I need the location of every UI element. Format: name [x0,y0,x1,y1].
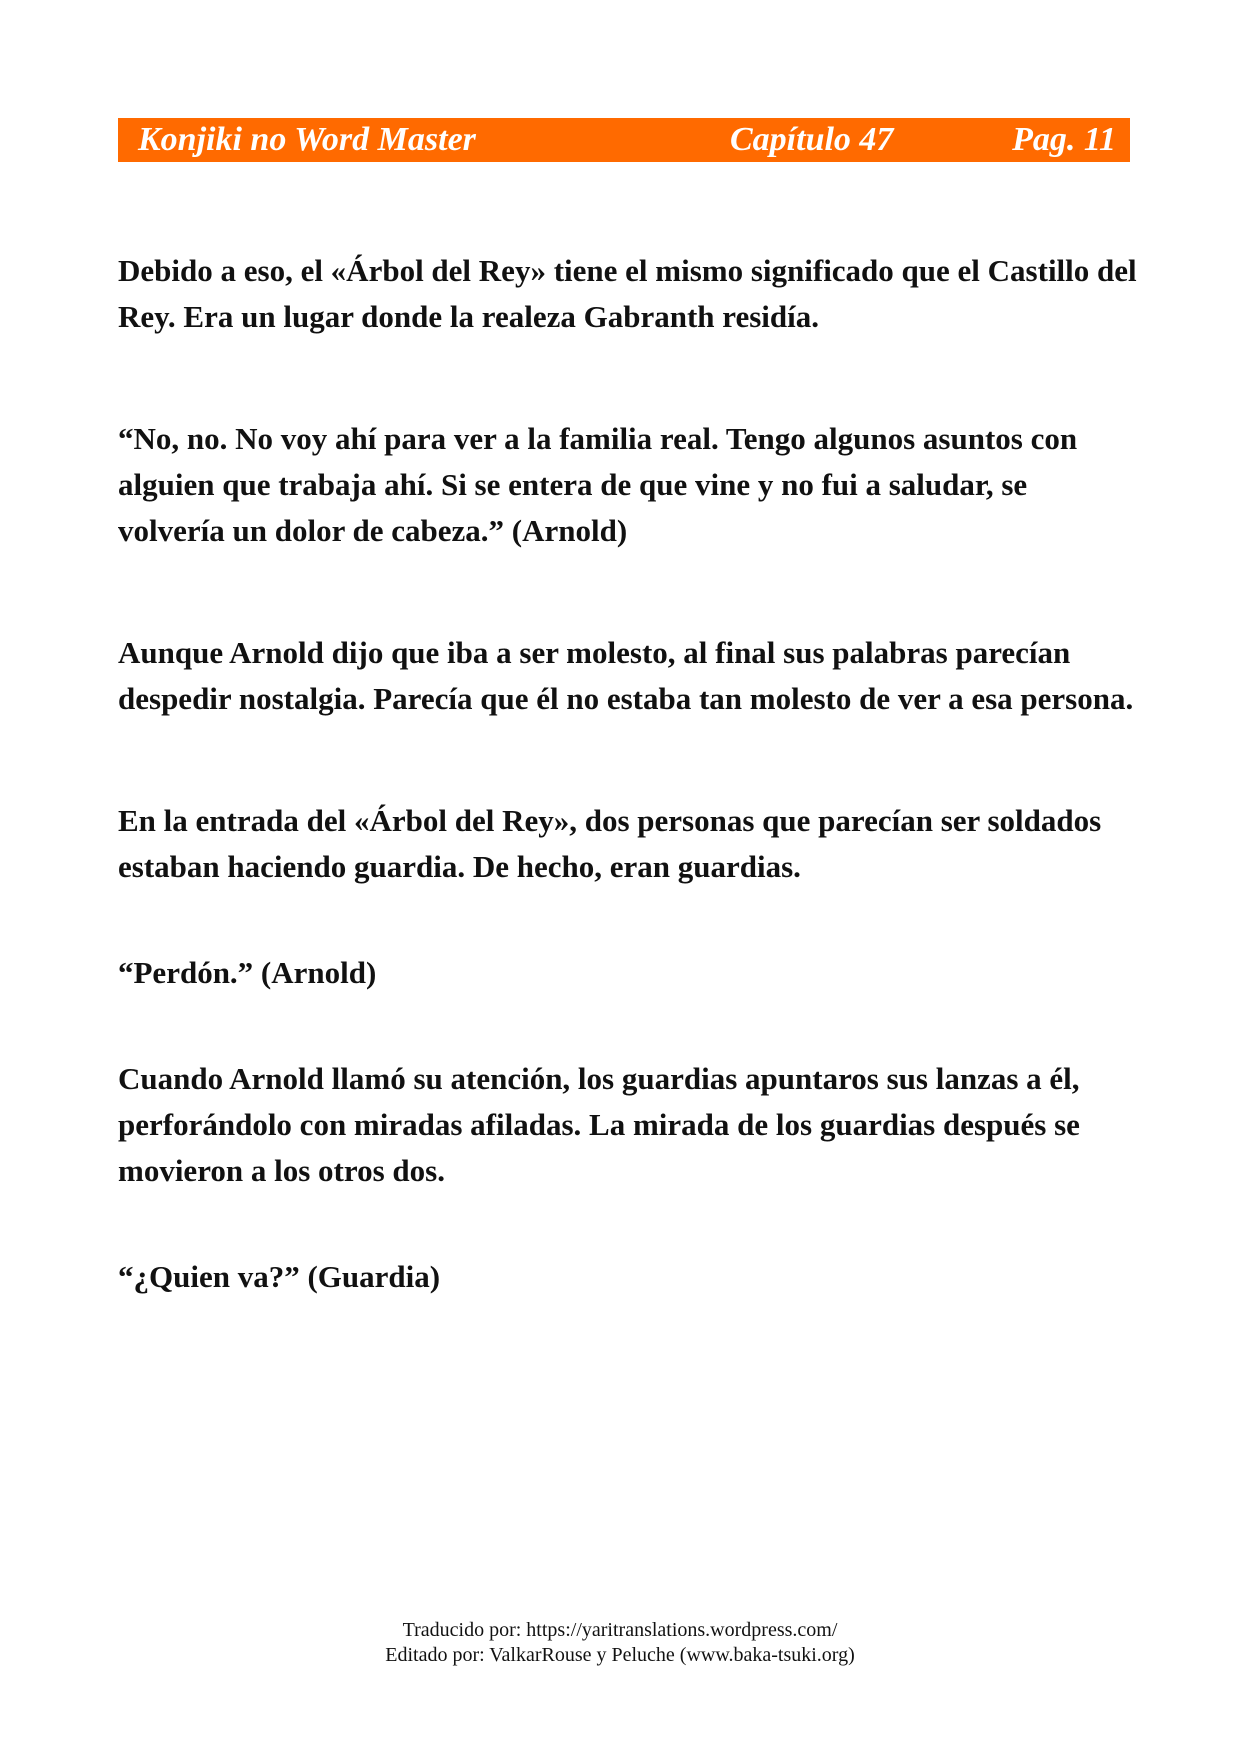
paragraph: Cuando Arnold llamó su atención, los guardias apuntaros sus lanzas a él, perforándolo con miradas afiladas. La mirada de los guardias después se movieron a los otros dos. [118,1061,1080,1188]
header-title: Konjiki no Word Master [138,121,476,158]
page-footer [0,1618,1240,1668]
header-chapter: Capítulo 47 [730,121,894,158]
document-body [118,248,1138,1300]
page-header [118,118,1130,162]
header-page-number: Pag. 11 [1012,121,1116,158]
paragraph: Aunque Arnold dijo que iba a ser molesto, al final sus palabras parecían despedir nostalgia. Parecía que él no estaba tan molesto de ver a esa persona. [118,635,1134,716]
paragraph: “Perdón.” (Arnold) [118,955,377,990]
paragraph: “No, no. No voy ahí para ver a la familia real. Tengo algunos asuntos con alguien que trabaja ahí. Si se entera de que vine y no fui a saludar, se volvería un dolor de cabeza.” (Arnold) [118,421,1078,548]
paragraph: En la entrada del «Árbol del Rey», dos personas que parecían ser soldados estaban haciendo guardia. De hecho, eran guardias. [118,803,1102,884]
paragraph: “¿Quien va?” (Guardia) [118,1259,441,1294]
paragraph: Debido a eso, el «Árbol del Rey» tiene el mismo significado que el Castillo del Rey. Era un lugar donde la realeza Gabranth residía. [118,253,1137,334]
footer-edited-by: Editado por: ValkarRouse y Peluche (www.baka-tsuki.org) [385,1644,855,1666]
footer-translated-by: Traducido por: https://yaritranslations.wordpress.com/ [402,1619,838,1641]
